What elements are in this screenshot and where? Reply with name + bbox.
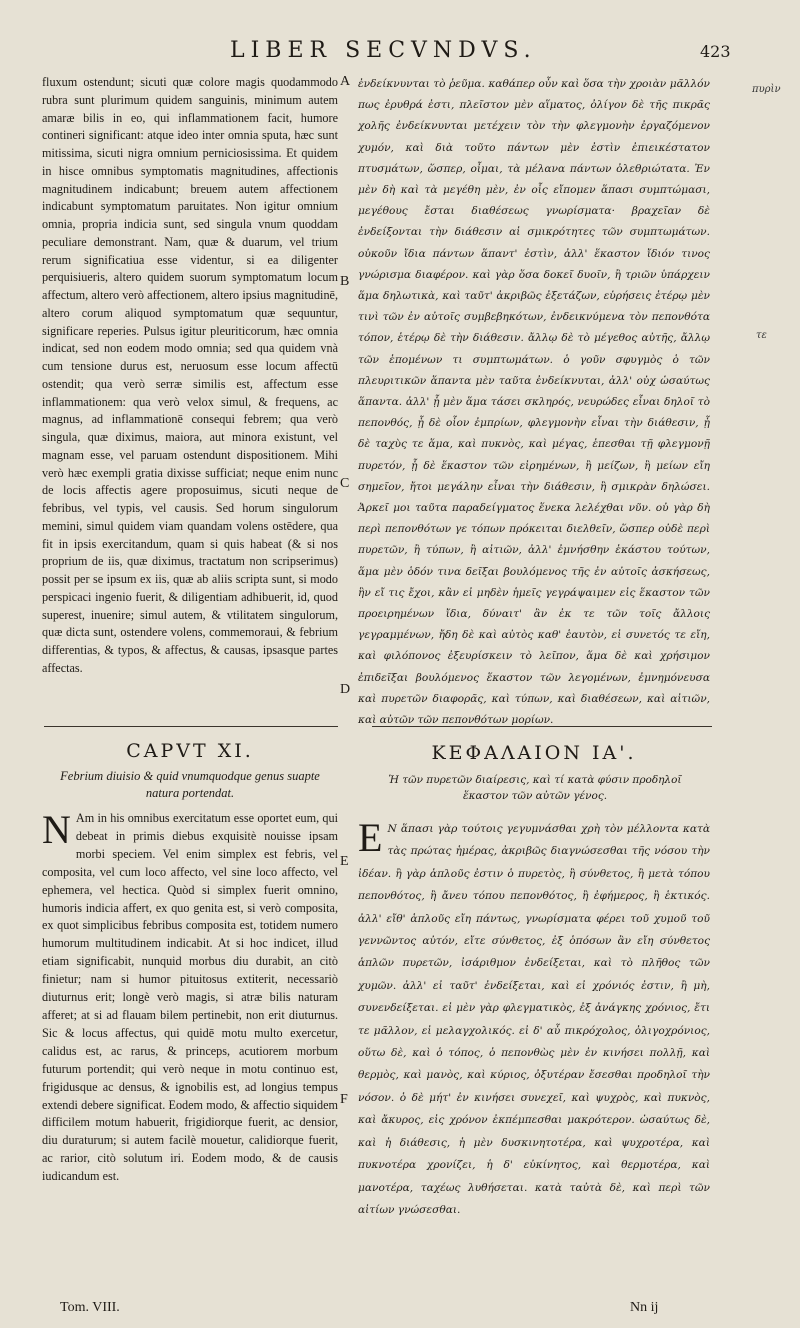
chapter-subtitle-greek: Ἡ τῶν πυρετῶν διαίρεσις, καὶ τί κατὰ φύσιν προδηλοῖ ἕκαστον τῶν αὐτῶν γένος.	[388, 774, 682, 802]
latin-body-text: Am in his omnibus exercitatum esse oportet eum, qui debeat in primis diebus exquisitè nouisse ipsam morbi speciem. Vel enim simplex est febris, vel composita, vel cum loco affecto, vel sine loco affecto, vel ephemera, vel hectica. Quòd si simplex fuerit omnino, humoris indicia affert, ex quo genita est, si verò composita, ex quot simplicibus febribus composita est, totidem numero humorum multitudinem indicabit. At si hoc indicet, illud etiam significabit, nunquid morbus diu durabit, an citò finietur; nam si humor pituitosus extiterit, necessariò diuturnus erit; longè verò magis, si atræ bilis naturam afferet; at si ad flauam bilem pertinebit, non erit diuturnus. Sic & locus affectus, qui quidē motu multo exercetur, calidus est, ac rarus, & princeps, acutiorem morbum futurum portendit; qui verò neque in motu continuo est, frigidusque ac densus, & ignobilis est, ad longius tempus extendi debere significat. Eodem modo, & affectio siquidem difficilem motum habuerit, frigidiorque fuerit, ac densior, diu duraturum; si autem facilè mouetur, calidiorque fuerit, ac rarior, citò solutum iri. Eodem modo, & de causis iudicandum est.	[42, 811, 338, 1184]
latin-paragraph: fluxum ostendunt; sicuti quæ colore magis quodammodo rubra sunt plurimum quidem sanguinis, minimum autem amaræ bilis in eo, qui inflammationem facit, humore contineri significant: atque ideo inter omnia sputa, hæc sunt mitissima, sicuti nigra omnium perniciosissima. Et quidem in hisce omnibus symptomatis magnitudines, affectionis magnitudinem indicabunt; breuem autem affectionem indicabunt symptomatum paruitates. Non igitur omnium omnia, propria indicia sunt, sed singula vnum quoddam peculiare demonstrant. Nam, quæ & duarum, vel trium rerum significatiua esse videntur, si ea diligenter perquisiueris, altero quidem suorum symptomatum locum affectum, altero verò affectionem, altero ipsius magnitudinē, altero corum aliquod symptomatum quæ sequuntur, significare reperies. Pulsus igitur pleuriticorum, hæc omnia indicat, sed non eodem modo omnia; sed qua quidem vnà cum tensione durus est, neruosum esse locum affectū ostendit; qua verò serræ similis est, affectum esse inflammationem: qua verò velox simul, & frequens, ac magnus, ad inflammationē consequi febrem; qua verò singula, quæ diximus, maiora, aut minora existunt, vel magnam esse, vel paruam ostendunt dispositionem. Mihi verò hæc exempli gratia dixisse sufficiat; neque enim nunc de locis affectis agere proposuimus, sicuti neque de febribus, vel typis, vel causis. Sed horum singulorum memini, simul quidem viam quandam volens ostēdere, qua fit in ipsis exercitandum, quam si quis habeat (& si nos proprium de iis, quæ diximus, tractatum non scripserimus) possit per se ipsum ex iis, quæ ab aliis scripta sunt, si modo perspicaci ingenio fuerit, & diligentiam adhibuerit, id, quod superest, inuenire; simul autem, & vtilitatem singulorum, quæ dicta sunt, ostendere volens, commemoraui, & febrium differentias, & typos, & affectus, & causas, ipsasque partes affectas.	[42, 75, 338, 675]
divider-rule-left	[44, 726, 338, 727]
margin-letter-a: A	[340, 74, 351, 89]
greek-column-top	[358, 74, 710, 731]
signature-mark-right: Nn ij	[630, 1300, 659, 1315]
greek-paragraph: ἐνδείκνυνται τὸ ῥεῦμα. καθάπερ οὖν καὶ ὅσα τὴν χροιὰν μᾶλλόν πως ἐρυθρά ἐστι, πλεῖστον μὲν αἵματος, ὀλίγον δὲ τῆς πικρᾶς χολῆς ἐνδείκνυνται μετέχειν τὸν τὴν φλεγμονὴν ἐργαζόμενον χυμόν, καὶ διὰ τοῦτο πάντων μὲν ἐστὶν ἐπιεικέστατον πτυσμάτων, ὥσπερ, οἶμαι, τὰ μέλανα πάντων ὀλεθριώτατα. Ἐν μὲν δὴ καὶ τὰ μεγέθη μὲν, ἐν οἷς εἴπομεν ἅπασι συμπτώμασι, μεγέθους ἔσται διαθέσεως γνωρίσματα· βραχεῖαν δὲ ἐνδείξονται τὴν διάθεσιν αἱ σμικρότητες τῶν συμπτωμάτων. οὐκοῦν ἴδια πάντων ἅπαντ' ἐστὶν, ἀλλ' ἕκαστον ἴδιόν τινος γνώρισμα διαφέρον. καὶ γὰρ ὅσα δοκεῖ δυοῖν, ἢ τριῶν ὑπάρχειν ἅμα δηλωτικὰ, καὶ ταῦτ' ἀκριβῶς ἐξετάζων, εὑρήσεις ἑτέρῳ μὲν τινὶ τῶν ἐν αὐτοῖς συμβεβηκότων, ἐνδεικνύμενα τὸν πεπονθότα τόπον, ἑτέρῳ δὲ τὴν διάθεσιν. ἄλλῳ δὲ τὸ μέγεθος αὐτῆς, ἄλλῳ τῶν ἑπομένων τι συμπτωμάτων. ὁ γοῦν σφυγμὸς ὁ τῶν πλευριτικῶν ἅπαντα μὲν ταῦτα ἐνδείκνυται, ἀλλ' οὐχ ὡσαύτως ἅπαντα. ἀλλ' ᾗ μὲν ἅμα τάσει σκληρός, νευρώδες εἶναι δηλοῖ τὸ πεπονθός, ᾗ δὲ οἷον ἐμπρίων, φλεγμονὴν εἶναι τὴν διάθεσιν, ᾗ δὲ ταχὺς τε ἅμα, καὶ πυκνὸς, καὶ μέγας, ἑπεσθαι τῇ φλεγμονῇ πυρετόν, ᾗ δὲ ἕκαστον τῶν εἰρημένων, ἢ μείζων, ἢ μείων εἴη σημεῖον, ἤτοι μεγάλην εἶναι τὴν διάθεσιν, ἢ σμικρὰν δηλώσει. Ἀρκεῖ μοι ταῦτα παραδείγματος ἕνεκα λελέχθαι νῦν. οὐ γὰρ δὴ περὶ πεπονθότων γε τόπων πρόκειται διελθεῖν, ὥσπερ οὐδὲ περὶ πυρετῶν, ἢ τύπων, ἢ αἰτιῶν, ἀλλ' ἐμνήσθην ἑκάστου τούτων, ἅμα μὲν ὁδόν τινα δεῖξαι βουλόμενος τῆς ἐν αὐτοῖς ἀσκήσεως, ἣν εἴ τις ἔχοι, κἂν εἰ μηδὲν ἡμεῖς γεγράψαιμεν εἰς ἕκαστον τῶν προειρημένων ἴδια, δύναιτ' ἂν ἐκ τε τῶν τοῖς ἄλλοις γεγραμμένων, ἤδη δὲ καὶ αὐτὸς καθ' ἑαυτὸν, εἰ συνετός τε εἴη, καὶ φιλόπονος ἐξευρίσκειν τὸ λεῖπον, ἅμα δὲ καὶ χρήσιμον ἐπιδεῖξαι βουλόμενος ἕκαστον τῶν λεγομένων, ἐμνημόνευσα καὶ πυρετῶν διαφορᾶς, καὶ τύπων, καὶ διαθέσεων, καὶ αἰτιῶν, καὶ αὐτῶν τῶν πεπονθότων μορίων.	[358, 78, 710, 727]
margin-note: τε	[756, 330, 767, 341]
latin-column-top	[42, 74, 338, 678]
chapter-title-latin: CAPVT XI.	[126, 740, 254, 762]
page-number: 423	[700, 42, 731, 61]
chapter-title-greek: ΚΕΦΑΛΑΙΟΝ ΙΑ'.	[431, 742, 637, 764]
margin-note: πυρὶν	[752, 84, 781, 95]
chapter-subtitle-latin: Febrium diuisio & quid vnumquodque genus suapte natura portendat.	[60, 769, 320, 800]
margin-letter-c: C	[340, 476, 350, 491]
greek-column-body	[358, 815, 710, 1221]
margin-letter-f: F	[340, 1092, 348, 1107]
margin-letter-b: B	[340, 274, 350, 289]
running-title: LIBER SECVNDVS.	[230, 38, 537, 63]
greek-body-text: Ν ἅπασι γὰρ τούτοις γεγυμνάσθαι χρὴ τὸν μέλλοντα κατὰ τὰς πρώτας ἡμέρας, ἀκριβῶς διαγνώσεσθαι τῆς νόσου τὴν ἰδέαν. ἢ γὰρ ἁπλοῦς ἐστιν ὁ πυρετὸς, ἢ σύνθετος, ἢ μετὰ τόπου πεπονθότος, ἢ ἄνευ τόπου πεπονθότος, ἢ ἐφήμερος, ἢ ἑκτικός. ἀλλ' εἴθ' ἁπλοῦς εἴη πάντως, γνωρίσματα φέρει τοῦ χυμοῦ τοῦ γεννῶντος αὐτόν, εἴτε σύνθετος, ἐξ ὁπόσων ἂν εἴη σύνθετος ἁπλῶν πυρετῶν, ἰσάριθμον ἐνδείξεται, καὶ τὸ πλῆθος τῶν χυμῶν. ἀλλ' εἰ ταῦτ' ἐνδείξεται, καὶ εἰ χρόνιός ἐστιν, ἢ μὴ, συνενδείξεται. εἰ μὲν γὰρ φλεγματικὸς, ἐξ ἀνάγκης χρόνιος, ἔτι τε μᾶλλον, εἰ μελαγχολικός. εἰ δ' αὖ πικρόχολος, ὀλιγοχρόνιος, οὕτω δὲ, καὶ ὁ τόπος, ὁ πεπονθὼς μὲν ἐν κινήσει πολλῇ, καὶ θερμὸς, καὶ μανὸς, καὶ κύριος, ὀξυτέραν ἔσεσθαι προδηλοῖ τὴν νόσον. ὁ δὲ μήτ' ἐν κινήσει συνεχεῖ, καὶ ψυχρὸς, καὶ πυκνὸς, καὶ ἄκυρος, εἰς χρόνον ἐκπέμπεσθαι μακρότερον. ὡσαύτως δὲ, καὶ ἡ διάθεσις, ἡ μὲν δυσκινητοτέρα, καὶ ψυχροτέρα, καὶ πυκνοτέρα χρονίζει, ἡ δ' εὐκίνητος, καὶ θερμοτέρα, καὶ μανοτέρα, ταχέως λυθήσεται. κατὰ ταὐτὰ δὲ, καὶ περὶ τῶν αἰτίων γνώσεσθαι.	[358, 823, 710, 1216]
drop-cap-greek: Ε	[358, 815, 383, 860]
drop-cap-latin: N	[42, 807, 71, 852]
signature-mark-left: Tom. VIII.	[60, 1300, 120, 1315]
latin-column-body	[42, 807, 338, 1186]
margin-letter-e: E	[340, 854, 349, 869]
margin-letter-d: D	[340, 682, 351, 697]
divider-rule-right	[372, 726, 712, 727]
